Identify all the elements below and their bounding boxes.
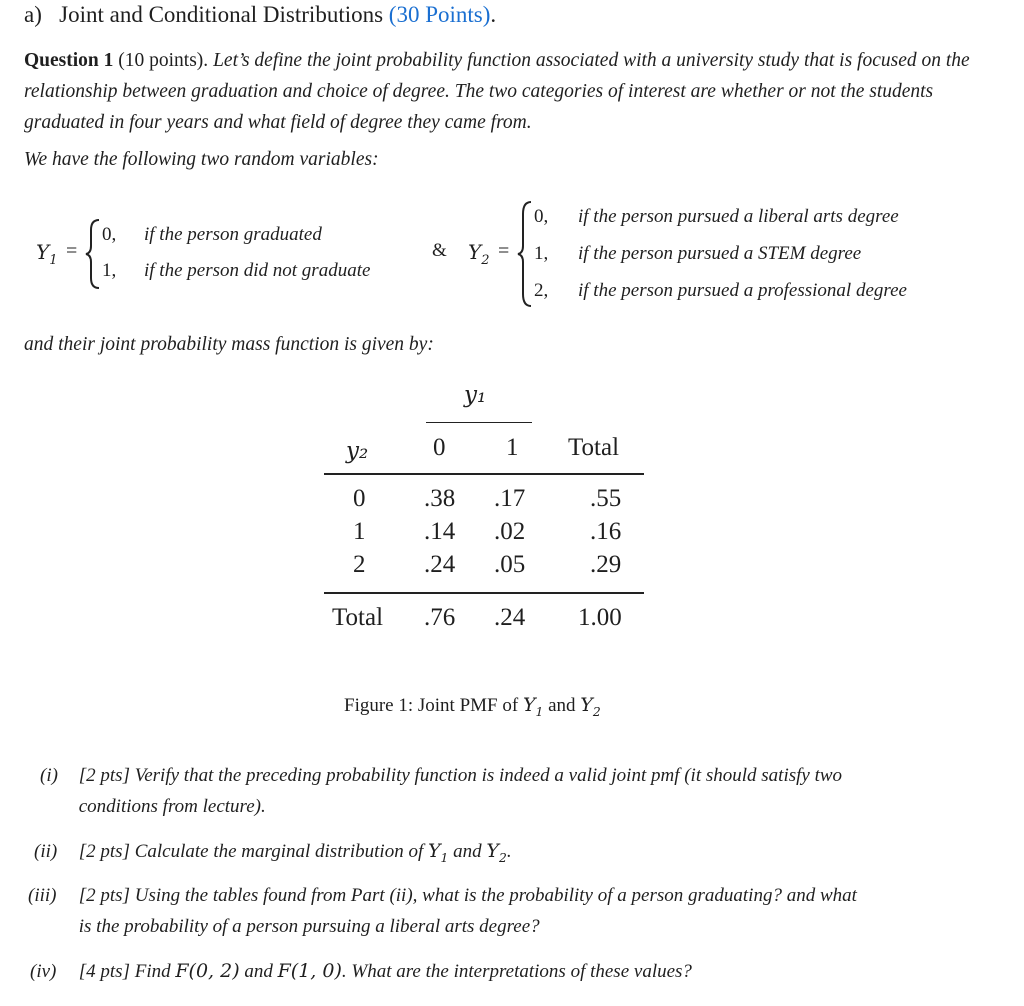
part-text: Verify that the preceding probability function is indeed a valid joint pmf (it should satisfy two [134, 765, 843, 786]
part-var2: $Y_2$ [486, 840, 507, 865]
cell-total: .55 [590, 485, 622, 512]
y2-case1-value: 1, [534, 243, 549, 264]
cell: .38 [424, 485, 456, 512]
part-f2: F(1, 0) [277, 960, 342, 982]
row-label: 0 [353, 485, 366, 512]
part-ii [34, 836, 984, 874]
row-header: y₂ [346, 438, 369, 464]
y1-equals: = [66, 240, 78, 262]
part-number: (i) [40, 765, 58, 786]
caption-prefix: Figure 1: Joint PMF of [344, 695, 519, 716]
total-label: Total [332, 604, 384, 631]
cell: .02 [494, 518, 526, 545]
section-period: . [490, 2, 497, 27]
y2-case1-text: if the person pursued a STEM degree [578, 243, 862, 264]
part-number: (iii) [28, 885, 57, 906]
part-var1: $Y_1$ [428, 840, 449, 865]
part-end: . [506, 841, 512, 862]
caption-and: and [548, 695, 576, 716]
part-and: and [244, 961, 273, 982]
part-end: . What are the interpretations of these values? [341, 961, 692, 982]
part-text: Find [134, 961, 171, 982]
y2-case0-text: if the person pursued a liberal arts degree [578, 206, 899, 227]
question-body: Let’s define the joint probability function associated with a university study that is focused on the relationship between graduation and choice of degree. The two categories of interest are whether or not the students graduated in four years and what field of degree they came from. [24, 50, 970, 133]
part-text-cont: is the probability of a person pursuing a liberal arts degree? [78, 916, 540, 937]
part-points: [2 pts] [78, 765, 130, 786]
intro-text: We have the following two random variables: [24, 149, 379, 170]
y1-case1-value: 1, [102, 260, 117, 281]
part-i [40, 760, 990, 822]
header-rule [324, 473, 644, 475]
y2-lhs: $Y_2$ [468, 240, 490, 268]
cell: .17 [494, 485, 526, 512]
part-and: and [453, 841, 482, 862]
part-number: (ii) [34, 841, 58, 862]
part-text: Using the tables found from Part (ii), what is the probability of a person graduating? and what [134, 885, 857, 906]
row-label: 1 [353, 518, 366, 545]
pmf-intro-text: and their joint probability mass function is given by: [24, 334, 434, 355]
y2-definition [468, 198, 988, 308]
col-header-total: Total [568, 434, 620, 461]
part-iii [28, 880, 988, 942]
question-label: Question 1 [24, 50, 114, 71]
y2-equals: = [498, 240, 510, 262]
part-points: [4 pts] [78, 961, 130, 982]
col-group-rule [426, 422, 532, 423]
caption-var1: $Y_1$ [522, 694, 544, 719]
y2-case0-value: 0, [534, 206, 549, 227]
y1-case1-text: if the person did not graduate [144, 260, 371, 281]
cell: .76 [424, 604, 456, 631]
cell: .24 [424, 551, 456, 578]
cell-total: .16 [590, 518, 622, 545]
part-number: (iv) [30, 961, 57, 982]
y1-case0-text: if the person graduated [144, 224, 322, 245]
caption-var2: $Y_2$ [580, 694, 601, 719]
y1-brace-icon [84, 218, 102, 290]
section-label: a) [24, 2, 42, 27]
section-title: Joint and Conditional Distributions [59, 2, 384, 27]
part-points: [2 pts] [78, 885, 130, 906]
col-header-0: 0 [433, 434, 446, 461]
y2-case2-text: if the person pursued a professional degree [578, 280, 907, 301]
question-points: (10 points). [118, 50, 209, 71]
y1-case0-value: 0, [102, 224, 117, 245]
cell-total: 1.00 [578, 604, 622, 631]
figure-caption [344, 694, 601, 719]
cell: .24 [494, 604, 526, 631]
connector-ampersand: & [432, 240, 447, 261]
y2-case2-value: 2, [534, 280, 549, 301]
part-text-cont: conditions from lecture). [78, 796, 266, 817]
part-text: Calculate the marginal distribution of [134, 841, 424, 862]
cell: .14 [424, 518, 456, 545]
y1-definition [36, 218, 436, 288]
question-paragraph [24, 45, 984, 138]
part-f1: F(0, 2) [175, 960, 240, 982]
part-iv [30, 956, 990, 987]
cell: .05 [494, 551, 526, 578]
section-points: (30 Points) [388, 2, 491, 27]
total-rule [324, 592, 644, 594]
col-header-1: 1 [506, 434, 519, 461]
section-heading [24, 2, 496, 28]
joint-pmf-table [320, 380, 660, 650]
row-label: 2 [353, 551, 366, 578]
part-points: [2 pts] [78, 841, 130, 862]
y1-lhs: $Y_1$ [36, 240, 58, 268]
cell-total: .29 [590, 551, 622, 578]
y2-brace-icon [516, 200, 534, 308]
col-group-header: y₁ [464, 382, 487, 408]
